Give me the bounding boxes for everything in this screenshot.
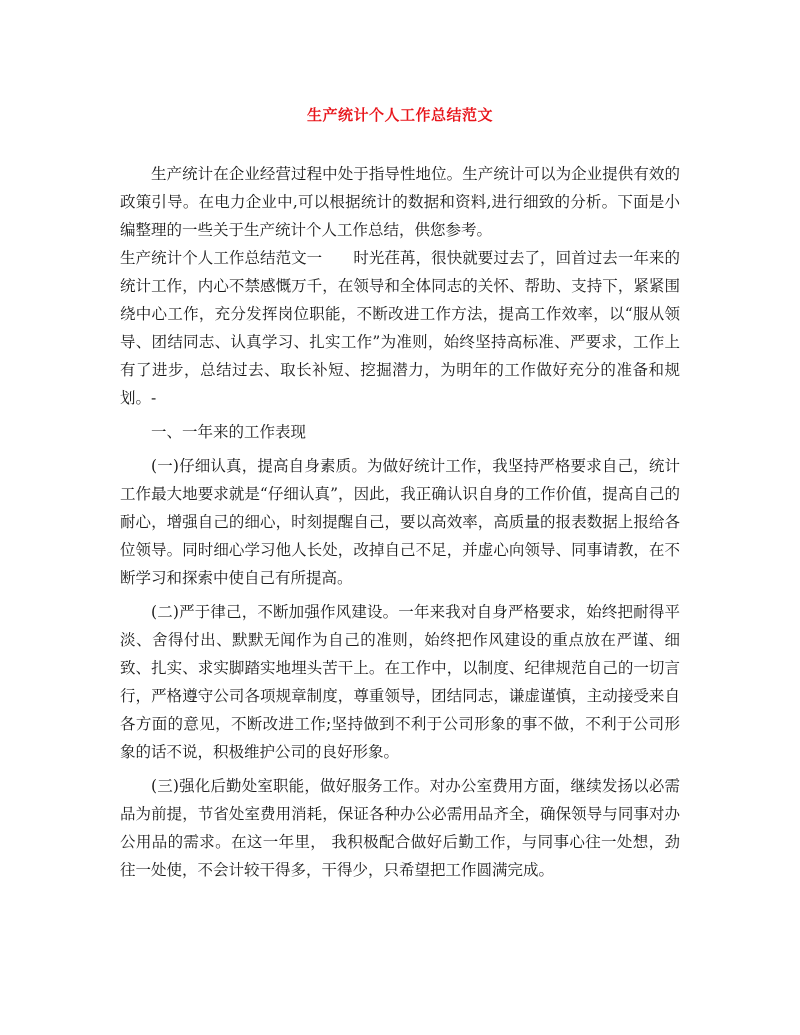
- document-body: [120, 160, 680, 884]
- paragraph-point-three: (三)强化后勤处室职能，做好服务工作。对办公室费用方面，继续发扬以必需品为前提，节省处室费用消耗，保证各种办公必需用品齐全，确保领导与同事对办公用品的需求。在这一年里， 我积极配合做好后勤工作，与同事心往一处想，劲往一处使，不会计较干得多，干得少，只希望把工作圆满完成。: [120, 777, 680, 879]
- section-heading: 一、一年来的工作表现: [151, 423, 307, 441]
- document-title: 生产统计个人工作总结范文: [306, 106, 493, 124]
- paragraph-point-one: (一)仔细认真，提高自身素质。为做好统计工作，我坚持严格要求自己，统计工作最大地要求就是“仔细认真”，因此，我正确认识自身的工作价值，提高自己的耐心，增强自己的细心，时刻提醒自己，要以高效率，高质量的报表数据上报给各位领导。同时细心学习他人长处，改掉自己不足，并虚心向领导、同事请教，在不断学习和探索中使自己有所提高。: [120, 457, 680, 587]
- paragraph-point-two: (二)严于律己，不断加强作风建设。一年来我对自身严格要求，始终把耐得平淡、舍得付出、默默无闻作为自己的准则，始终把作风建设的重点放在严谨、细致、扎实、求实脚踏实地埋头苦干上。在工作中，以制度、纪律规范自己的一切言行，严格遵守公司各项规章制度，尊重领导，团结同志，谦虚谨慎，主动接受来自各方面的意见，不断改进工作;坚持做到不利于公司形象的事不做，不利于公司形象的话不说，积极维护公司的良好形象。: [120, 603, 680, 761]
- paragraph-intro: 生产统计在企业经营过程中处于指导性地位。生产统计可以为企业提供有效的政策引导。在电力企业中,可以根据统计的数据和资料,进行细致的分析。下面是小编整理的一些关于生产统计个人工作总结，供您参考。: [120, 165, 680, 239]
- paragraph-example-one: 生产统计个人工作总结范文一 时光荏苒，很快就要过去了，回首过去一年来的统计工作，内心不禁感慨万千，在领导和全体同志的关怀、帮助、支持下，紧紧围绕中心工作，充分发挥岗位职能，不断改进工作方法，提高工作效率，以“服从领导、团结同志、认真学习、扎实工作”为准则，始终坚持高标准、严要求，工作上有了进步，总结过去、取长补短、挖掘潜力，为明年的工作做好充分的准备和规划。-: [120, 249, 680, 407]
